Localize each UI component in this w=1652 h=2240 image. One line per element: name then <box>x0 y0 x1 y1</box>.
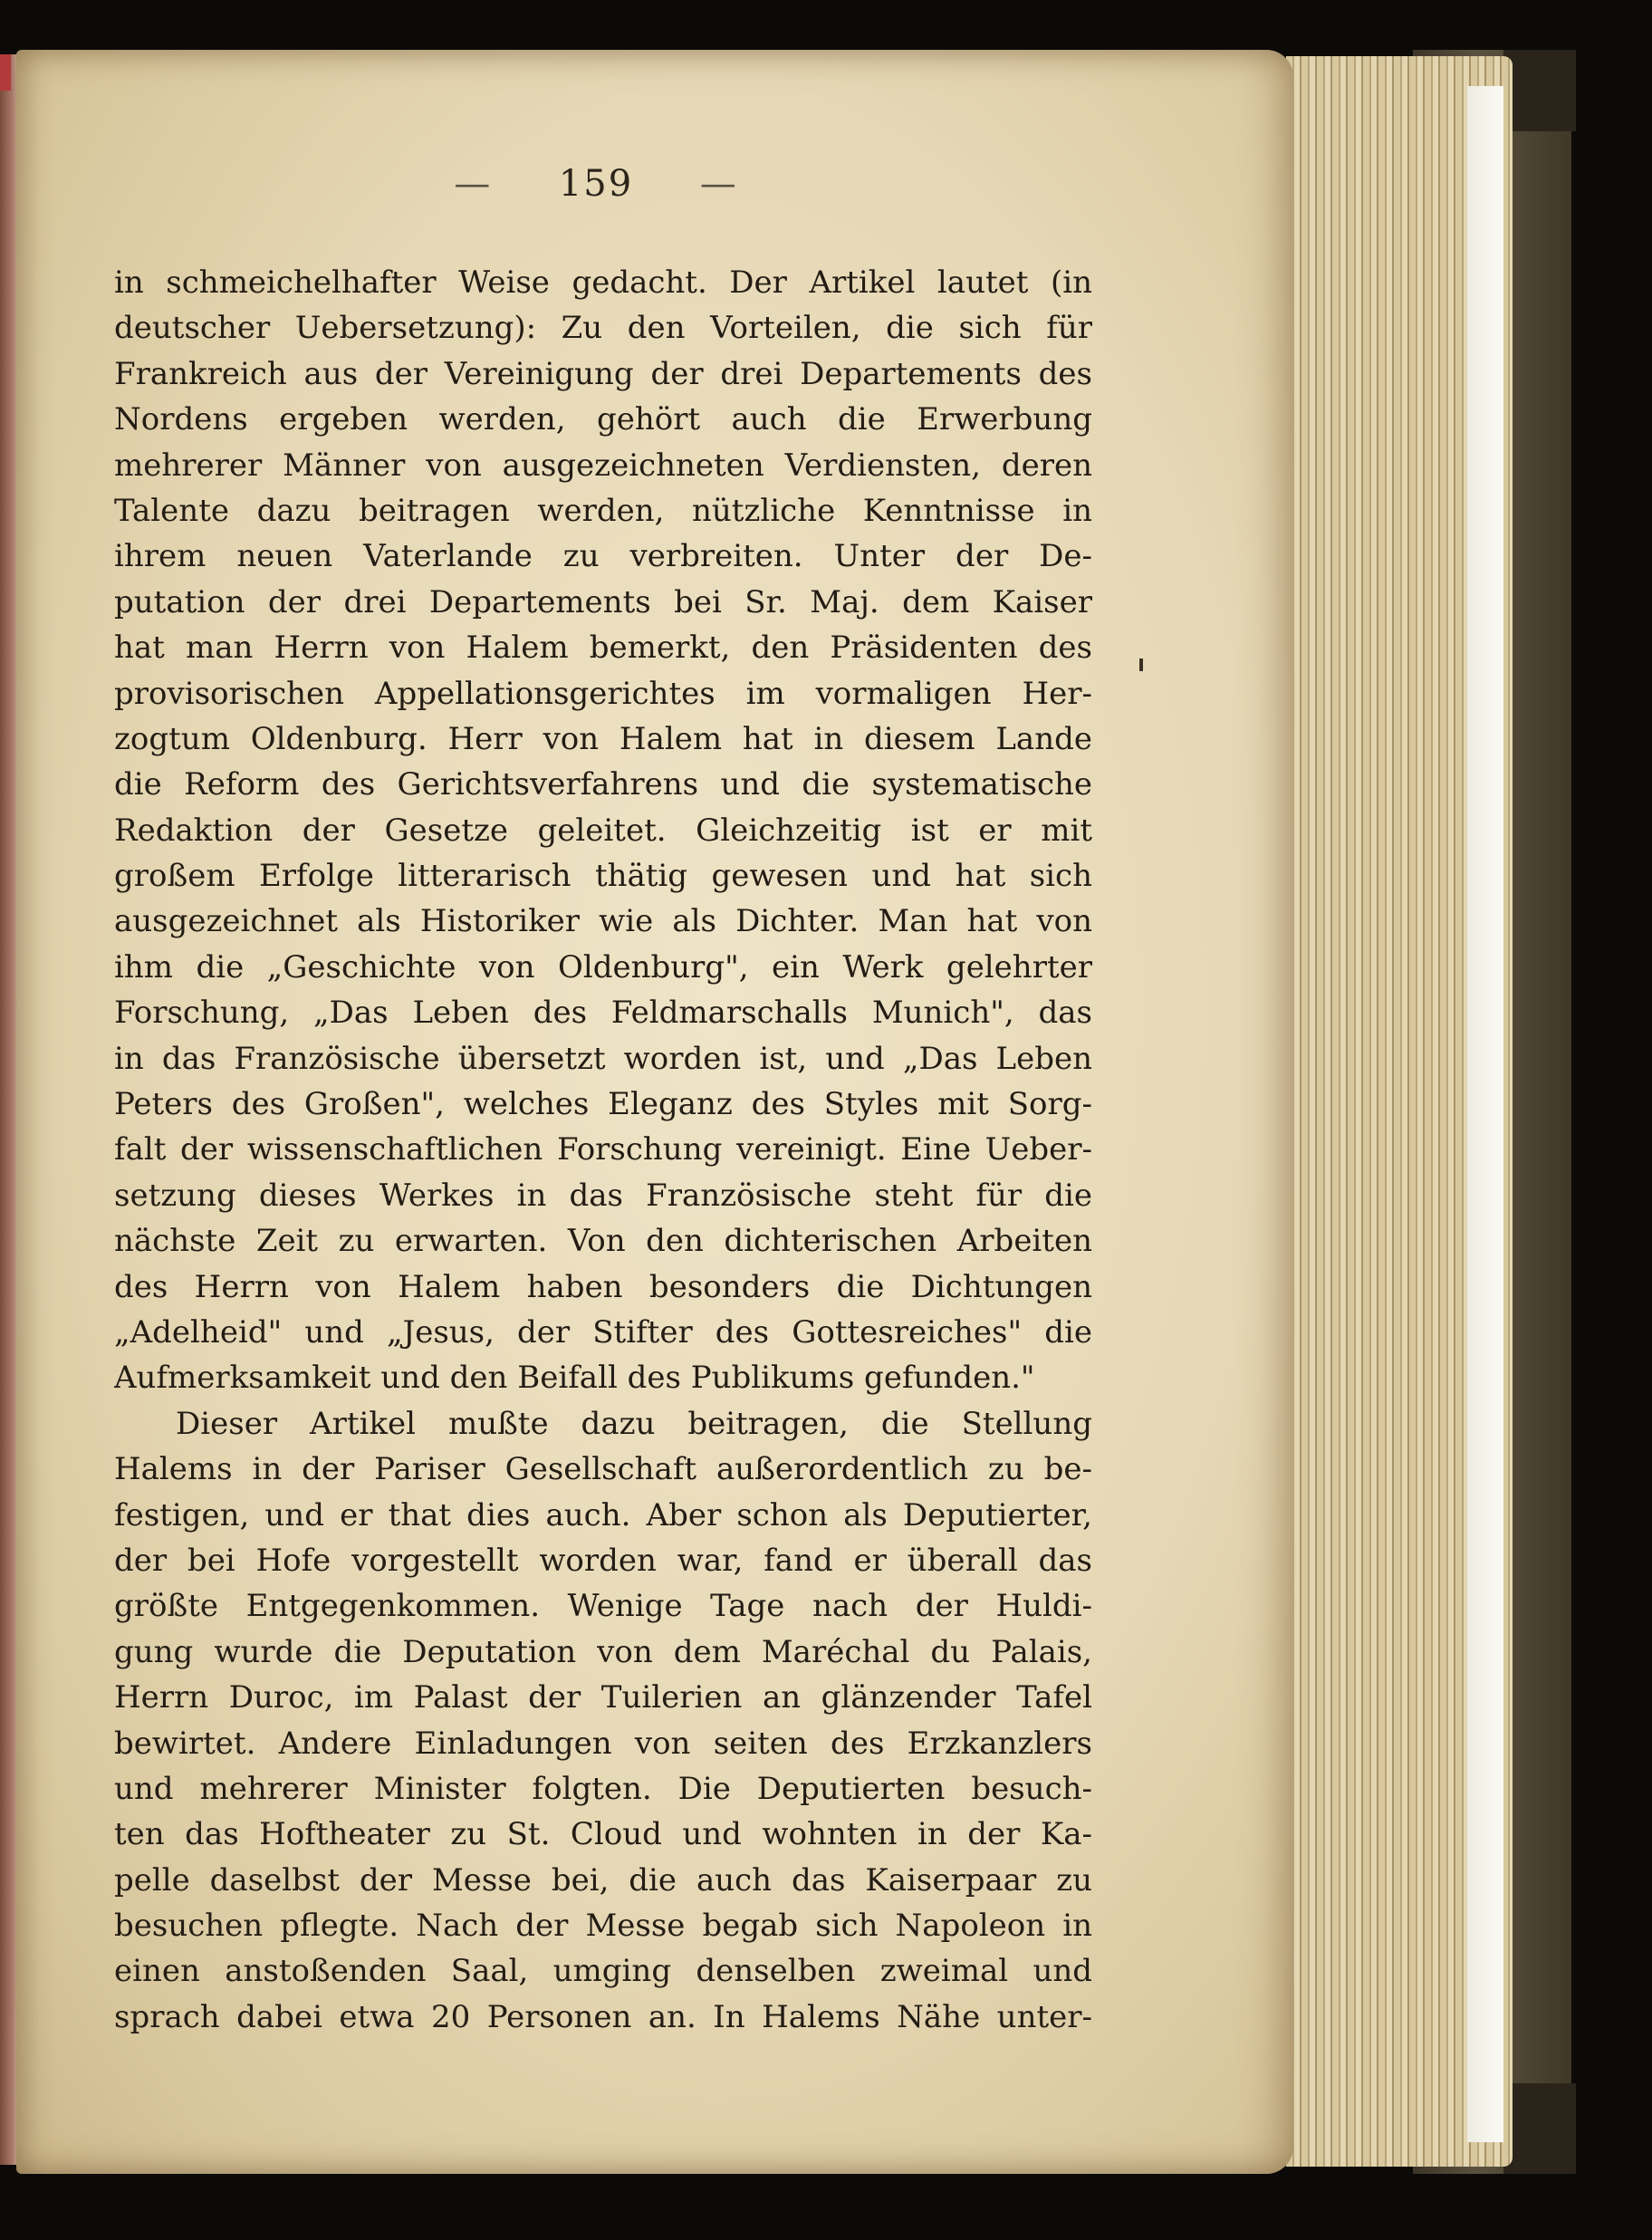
text-line: Frankreich aus der Vereinigung der drei Departements des <box>114 355 1092 392</box>
cover-corner-bottom <box>1503 2083 1576 2174</box>
page-stack-highlight <box>1467 86 1503 2142</box>
text-line: Peters des Großen", welches Eleganz des Styles mit Sorg- <box>114 1086 1092 1123</box>
paragraph-end-line: Aufmerksamkeit und den Beifall des Publikums gefunden." <box>114 1360 1035 1397</box>
text-line: des Herrn von Halem haben besonders die Dichtungen <box>114 1268 1092 1305</box>
text-line: Talente dazu beitragen werden, nützliche Kenntnisse in <box>114 492 1092 529</box>
text-line: Redaktion der Gesetze geleitet. Gleichzeitig ist er mit <box>114 812 1092 849</box>
text-line: „Adelheid" und „Jesus, der Stifter des Gottesreiches" die <box>114 1313 1092 1351</box>
text-line: Nordens ergeben werden, gehört auch die Erwerbung <box>114 401 1092 438</box>
text-line: Herrn Duroc, im Palast der Tuilerien an glänzender Tafel <box>114 1679 1092 1716</box>
page-number: 159 <box>558 163 634 205</box>
text-line: der bei Hofe vorgestellt worden war, fand er überall das <box>114 1542 1092 1579</box>
text-line: provisorischen Appellationsgerichtes im vormaligen Her- <box>114 675 1092 712</box>
text-line: ausgezeichnet als Historiker wie als Dichter. Man hat von <box>114 903 1092 940</box>
header-dash-left: — <box>454 163 493 205</box>
text-line: einen anstoßenden Saal, umging denselben zweimal und <box>114 1953 1092 1990</box>
text-line: pelle daselbst der Messe bei, die auch das Kaiserpaar zu <box>114 1861 1092 1899</box>
text-line: mehrerer Männer von ausgezeichneten Verdiensten, deren <box>114 447 1092 484</box>
text-line: in das Französische übersetzt worden ist, und „Das Leben <box>114 1040 1092 1077</box>
binding-thread <box>0 54 11 91</box>
text-line: in schmeichelhafter Weise gedacht. Der Artikel lautet (in <box>114 264 1092 301</box>
text-line: zogtum Oldenburg. Herr von Halem hat in diesem Lande <box>114 720 1092 757</box>
text-line: besuchen pflegte. Nach der Messe begab sich Napoleon in <box>114 1908 1092 1945</box>
text-line: die Reform des Gerichtsverfahrens und die systematische <box>114 766 1092 803</box>
page-number-header <box>16 163 1176 205</box>
text-line: putation der drei Departements bei Sr. Maj. dem Kaiser <box>114 583 1092 620</box>
text-line: hat man Herrn von Halem bemerkt, den Präsidenten des <box>114 630 1092 667</box>
text-line: sprach dabei etwa 20 Personen an. In Halems Nähe unter- <box>114 1998 1092 2035</box>
text-line: Halems in der Pariser Gesellschaft außerordentlich zu be- <box>114 1451 1092 1488</box>
text-line: ihrem neuen Vaterlande zu verbreiten. Unter der De- <box>114 538 1092 575</box>
text-line: bewirtet. Andere Einladungen von seiten des Erzkanzlers <box>114 1725 1092 1762</box>
text-line: und mehrerer Minister folgten. Die Deputierten besuch- <box>114 1770 1092 1807</box>
body-text <box>114 260 1092 2040</box>
text-line: festigen, und er that dies auch. Aber schon als Deputierter, <box>114 1496 1092 1533</box>
header-dash-right: — <box>699 163 738 205</box>
book-page <box>16 50 1293 2174</box>
text-line: setzung dieses Werkes in das Französische steht für die <box>114 1177 1092 1214</box>
text-line: Forschung, „Das Leben des Feldmarschalls Munich", das <box>114 995 1092 1032</box>
text-line: ten das Hoftheater zu St. Cloud und wohnten in der Ka- <box>114 1816 1092 1853</box>
text-line: falt der wissenschaftlichen Forschung vereinigt. Eine Ueber- <box>114 1131 1092 1168</box>
text-line: größte Entgegenkommen. Wenige Tage nach der Huldi- <box>114 1588 1092 1625</box>
text-line: großem Erfolge litterarisch thätig gewesen und hat sich <box>114 858 1092 895</box>
text-line: deutscher Uebersetzung): Zu den Vorteilen, die sich für <box>114 310 1092 347</box>
cover-corner-top <box>1503 50 1576 131</box>
text-line: ihm die „Geschichte von Oldenburg", ein Werk gelehrter <box>114 948 1092 985</box>
text-line: gung wurde die Deputation von dem Maréchal du Palais, <box>114 1633 1092 1670</box>
text-line: nächste Zeit zu erwarten. Von den dichterischen Arbeiten <box>114 1223 1092 1260</box>
margin-mark <box>1139 659 1143 671</box>
paragraph-start-line: Dieser Artikel mußte dazu beitragen, die Stellung <box>176 1405 1092 1442</box>
